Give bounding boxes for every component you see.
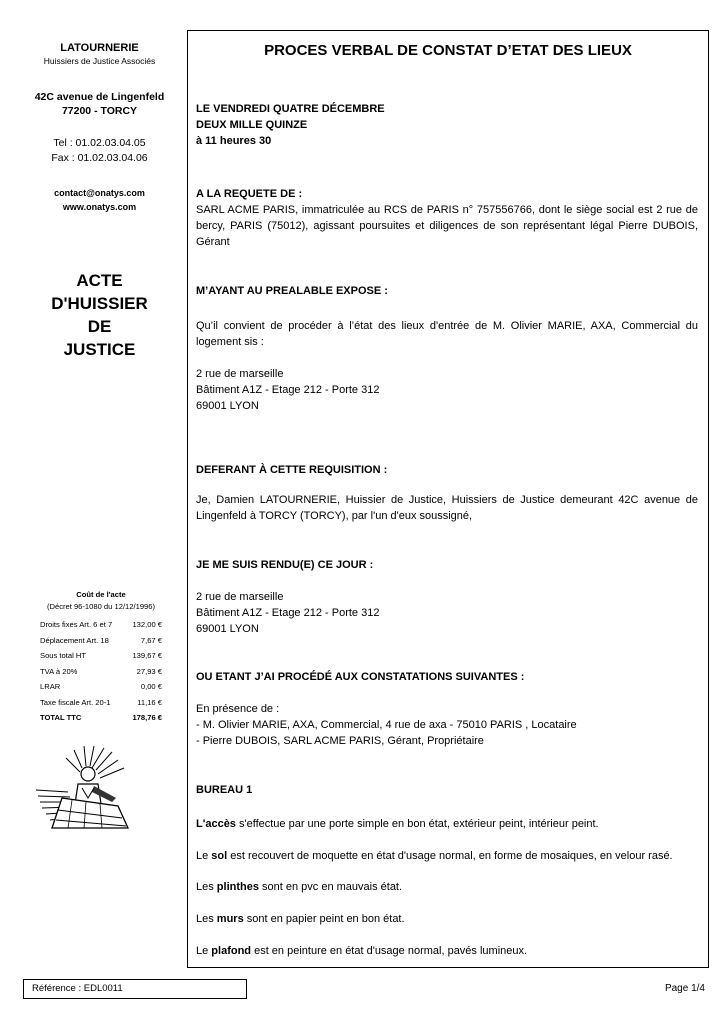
murs-pre: Les bbox=[196, 913, 217, 925]
plafond-text: est en peinture en état d'usage normal, pavés lumineux. bbox=[251, 945, 528, 957]
deferant-text: Je, Damien LATOURNERIE, Huissier de Justice, Huissiers de Justice demeurant 42C avenue de Lingenfeld à TORCY (TORCY), par l'un d'eux soussigné, bbox=[196, 494, 698, 522]
justice-emblem-logo bbox=[32, 740, 142, 832]
cost-label: LRAR bbox=[40, 682, 61, 691]
presence-line-1: - M. Olivier MARIE, AXA, Commercial, 4 rue de axa - 75010 PARIS , Locataire bbox=[196, 719, 577, 731]
acte-line-4: JUSTICE bbox=[63, 340, 136, 359]
cost-label: Taxe fiscale Art. 20-1 bbox=[40, 697, 111, 707]
cost-row bbox=[40, 664, 162, 680]
cost-title: Coût de l'acte bbox=[76, 590, 126, 599]
cost-row bbox=[40, 695, 162, 711]
cost-total-row bbox=[40, 710, 162, 726]
cost-label: Déplacement Art. 18 bbox=[40, 635, 109, 645]
firm-phones bbox=[22, 136, 177, 166]
acces-line bbox=[196, 816, 698, 832]
cost-value: 139,67 € bbox=[132, 651, 162, 660]
cost-value: 132,00 € bbox=[132, 620, 162, 629]
date-line-2: DEUX MILLE QUINZE bbox=[196, 119, 308, 131]
firm-subtitle: Huissiers de Justice Associés bbox=[43, 56, 156, 66]
acces-text: s'effectue par une porte simple en bon état, extérieur peint, intérieur peint. bbox=[235, 818, 599, 830]
logement-line-3: 69001 LYON bbox=[196, 400, 259, 412]
presence-block bbox=[196, 701, 698, 749]
rendu-line-1: 2 rue de marseille bbox=[196, 591, 284, 603]
email-link[interactable]: contact@onatys.com bbox=[54, 188, 145, 198]
plafond-pre: Le bbox=[196, 945, 212, 957]
acte-line-2: D'HUISSIER bbox=[51, 294, 148, 313]
cost-row bbox=[40, 679, 162, 695]
date-line-3: à 11 heures 30 bbox=[196, 135, 272, 147]
plafond-keyword: plafond bbox=[211, 945, 252, 957]
expose-section bbox=[196, 283, 698, 299]
fax-line: Fax : 01.02.03.04.06 bbox=[51, 152, 148, 164]
document-frame-bottom bbox=[187, 967, 709, 968]
acte-label bbox=[22, 269, 177, 361]
plinthes-line bbox=[196, 879, 698, 895]
sol-keyword: sol bbox=[211, 850, 228, 862]
cost-row bbox=[40, 648, 162, 664]
address-line-1: 42C avenue de Lingenfeld bbox=[34, 91, 165, 103]
constat-heading: OU ETANT J’AI PROCÉDÉ AUX CONSTATATIONS SUIVANTES : bbox=[196, 671, 525, 683]
cost-value: 7,67 € bbox=[140, 635, 162, 645]
acces-keyword: L'accès bbox=[196, 818, 236, 830]
plinthes-keyword: plinthes bbox=[216, 881, 259, 893]
cost-value: 27,93 € bbox=[136, 666, 162, 676]
requete-heading: A LA REQUETE DE : bbox=[196, 188, 303, 200]
date-block bbox=[196, 101, 698, 149]
tel-line: Tel : 01.02.03.04.05 bbox=[53, 137, 146, 149]
cost-value: 178,76 € bbox=[132, 713, 162, 722]
room-heading: BUREAU 1 bbox=[196, 784, 253, 796]
requete-section bbox=[196, 186, 698, 250]
cost-row bbox=[40, 633, 162, 649]
murs-text: sont en papier peint en bon état. bbox=[243, 913, 405, 925]
address-line-2: 77200 - TORCY bbox=[61, 105, 138, 117]
acte-line-1: ACTE bbox=[76, 271, 123, 290]
firm-contact bbox=[22, 186, 177, 214]
requete-text: SARL ACME PARIS, immatriculée au RCS de PARIS n° 757556766, dont le siège social est 2 rue de bercy, PARIS (75012), agissant poursuites et diligences de son représentant légal Pierre DUBOIS, Gérant bbox=[196, 204, 698, 248]
deferant-heading: DEFERANT À CETTE REQUISITION : bbox=[196, 464, 388, 476]
sol-pre: Le bbox=[196, 850, 212, 862]
expose-text: Qu’il convient de procéder à l’état des lieux d'entrée de M. Olivier MARIE, AXA, Commercial du logement sis : bbox=[196, 320, 698, 348]
document-frame bbox=[187, 30, 709, 968]
sol-line bbox=[196, 848, 698, 864]
document-title: PROCES VERBAL DE CONSTAT D’ETAT DES LIEUX bbox=[264, 42, 632, 59]
presence-line-2: - Pierre DUBOIS, SARL ACME PARIS, Gérant, Propriétaire bbox=[196, 735, 484, 747]
cost-value: 11,16 € bbox=[137, 697, 162, 707]
cost-decret: (Décret 96-1080 du 12/12/1996) bbox=[46, 602, 156, 611]
cost-label: Droits fixes Art. 6 et 7 bbox=[40, 620, 113, 629]
plinthes-pre: Les bbox=[196, 881, 217, 893]
acte-line-3: DE bbox=[87, 317, 112, 336]
cost-table bbox=[40, 590, 162, 726]
rendu-address bbox=[196, 589, 698, 637]
cost-label: TVA à 20% bbox=[40, 666, 78, 676]
logement-line-2: Bâtiment A1Z - Etage 212 - Porte 312 bbox=[196, 384, 380, 396]
expose-heading: M’AYANT AU PREALABLE EXPOSE : bbox=[196, 285, 388, 297]
firm-sidebar bbox=[22, 38, 177, 361]
rendu-line-2: Bâtiment A1Z - Etage 212 - Porte 312 bbox=[196, 607, 380, 619]
page-number: Page 1/4 bbox=[664, 983, 705, 994]
cost-label: TOTAL TTC bbox=[40, 713, 82, 722]
firm-name: LATOURNERIE bbox=[60, 42, 139, 54]
sol-text: est recouvert de moquette en état d'usage normal, en forme de mosaiques, en velour rasé. bbox=[227, 850, 673, 862]
firm-address bbox=[22, 90, 177, 118]
rendu-heading: JE ME SUIS RENDU(E) CE JOUR : bbox=[196, 559, 374, 571]
plinthes-text: sont en pvc en mauvais état. bbox=[258, 881, 403, 893]
murs-keyword: murs bbox=[216, 913, 244, 925]
cost-value: 0,00 € bbox=[140, 682, 162, 691]
logement-address bbox=[196, 366, 698, 414]
cost-row bbox=[40, 617, 162, 633]
reference-box: Référence : EDL0011 bbox=[23, 979, 247, 999]
logement-line-1: 2 rue de marseille bbox=[196, 368, 284, 380]
rendu-line-3: 69001 LYON bbox=[196, 623, 259, 635]
plafond-line bbox=[196, 943, 698, 959]
murs-line bbox=[196, 911, 698, 927]
website-link[interactable]: www.onatys.com bbox=[62, 202, 137, 212]
presence-label: En présence de : bbox=[196, 703, 280, 715]
date-line-1: LE VENDREDI QUATRE DÉCEMBRE bbox=[196, 103, 385, 115]
cost-label: Sous total HT bbox=[40, 651, 87, 660]
